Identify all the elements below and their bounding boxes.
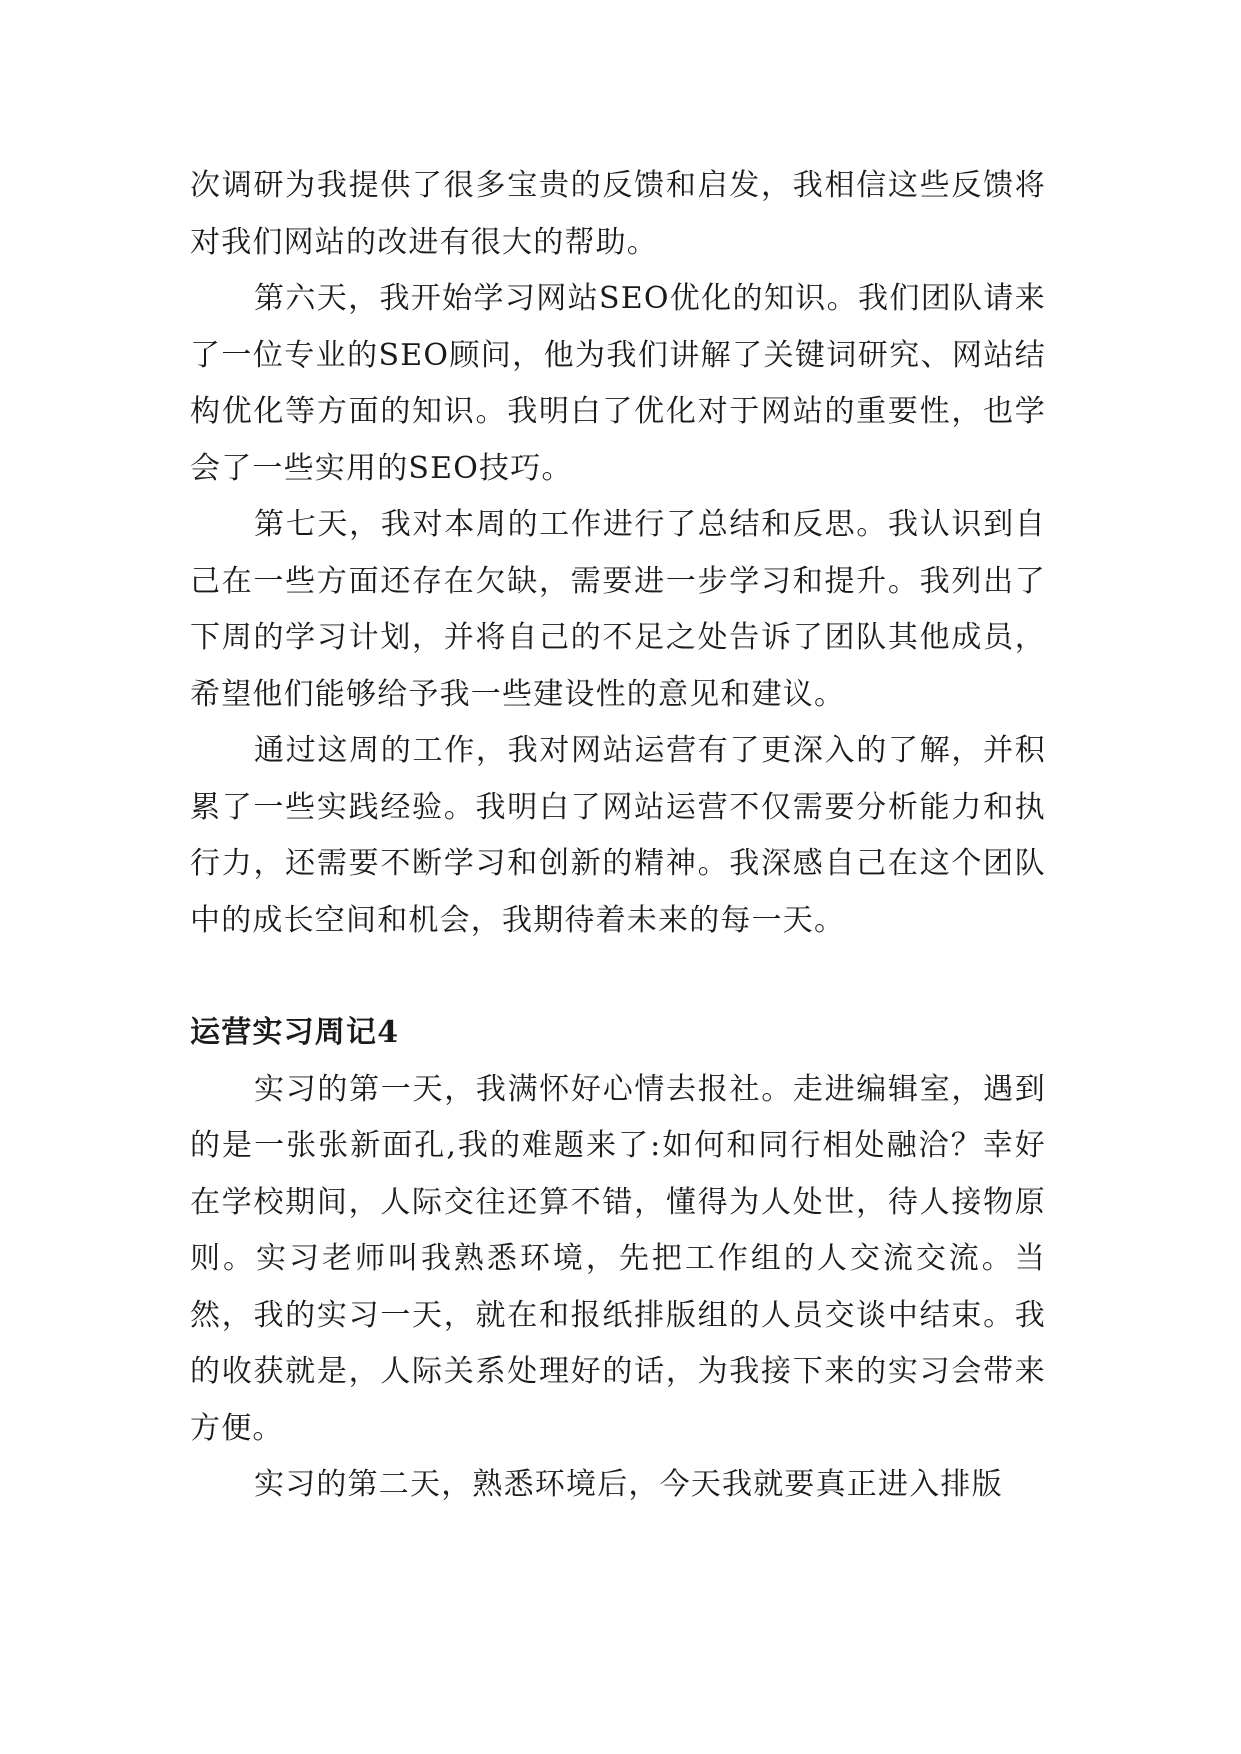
paragraph-continuation: 次调研为我提供了很多宝贵的反馈和启发，我相信这些反馈将对我们网站的改进有很大的帮助。 bbox=[190, 168, 1046, 260]
paragraph-day-six: 第六天，我开始学习网站SEO优化的知识。我们团队请来了一位专业的SEO顾问，他为我们讲解了关键词研究、网站结构优化等方面的知识。我明白了优化对于网站的重要性，也学会了一些实用的SEO技巧。 bbox=[190, 281, 1046, 486]
paragraph-first-day: 实习的第一天，我满怀好心情去报社。走进编辑室，遇到的是一张张新面孔,我的难题来了:如何和同行相处融洽？幸好在学校期间，人际交往还算不错，懂得为人处世，待人接物原则。实习老师叫我熟悉环境，先把工作组的人交流交流。当然，我的实习一天，就在和报纸排版组的人员交谈中结束。我的收获就是，人际关系处理好的话，为我接下来的实习会带来方便。 bbox=[190, 1071, 1046, 1446]
paragraph-week-summary: 通过这周的工作，我对网站运营有了更深入的了解，并积累了一些实践经验。我明白了网站运营不仅需要分析能力和执行力，还需要不断学习和创新的精神。我深感自己在这个团队中的成长空间和机会，我期待着未来的每一天。 bbox=[190, 733, 1046, 938]
paragraph-day-seven: 第七天，我对本周的工作进行了总结和反思。我认识到自己在一些方面还存在欠缺，需要进一步学习和提升。我列出了下周的学习计划，并将自己的不足之处告诉了团队其他成员，希望他们能够给予我一些建设性的意见和建议。 bbox=[190, 507, 1046, 712]
document-body bbox=[190, 158, 1046, 1514]
paragraph-second-day: 实习的第二天，熟悉环境后，今天我就要真正进入排版 bbox=[254, 1467, 1003, 1502]
section-title: 运营实习周记4 bbox=[190, 1015, 400, 1050]
